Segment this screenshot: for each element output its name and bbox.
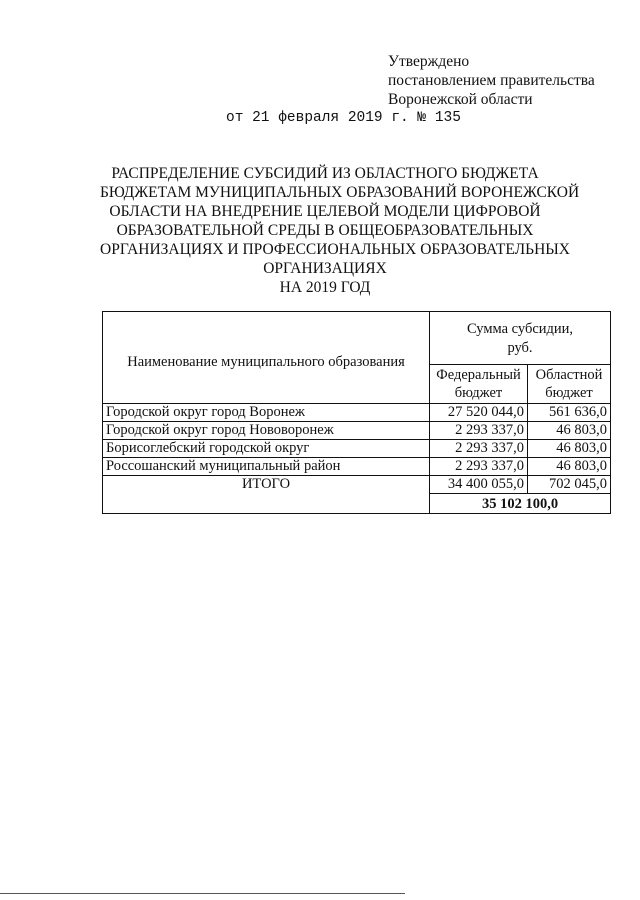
column-header-subsidy-sum	[430, 312, 611, 365]
total-regional-amount: 702 045,0	[528, 476, 611, 494]
table-row	[103, 458, 611, 476]
federal-header-line: бюджет	[454, 385, 503, 401]
regional-amount: 46 803,0	[528, 440, 611, 458]
municipality-name: Городской округ город Воронеж	[103, 404, 430, 422]
document-title	[100, 164, 580, 297]
title-line: ОБРАЗОВАТЕЛЬНОЙ СРЕДЫ В ОБЩЕОБРАЗОВАТЕЛЬНЫХ	[116, 222, 534, 239]
title-line: ОБЛАСТИ НА ВНЕДРЕНИЕ ЦЕЛЕВОЙ МОДЕЛИ ЦИФРОВОЙ	[109, 203, 541, 220]
federal-amount: 2 293 337,0	[430, 458, 528, 476]
title-line: РАСПРЕДЕЛЕНИЕ СУБСИДИЙ ИЗ ОБЛАСТНОГО БЮДЖЕТА	[111, 165, 539, 182]
regional-header-line: бюджет	[545, 385, 593, 401]
federal-header-line: Федеральный	[436, 367, 521, 383]
federal-amount: 2 293 337,0	[430, 422, 528, 440]
approval-stamp	[388, 52, 595, 109]
decree-date-number: от 21 февраля 2019 г. № 135	[226, 110, 461, 126]
federal-amount: 27 520 044,0	[430, 404, 528, 422]
table-row	[103, 404, 611, 422]
total-federal-amount: 34 400 055,0	[430, 476, 528, 494]
title-line: ОРГАНИЗАЦИЯХ И ПРОФЕССИОНАЛЬНЫХ ОБРАЗОВАТЕЛЬНЫХ	[100, 241, 570, 258]
table-header-row	[103, 312, 611, 365]
federal-amount: 2 293 337,0	[430, 440, 528, 458]
regional-amount: 46 803,0	[528, 458, 611, 476]
approval-line: постановлением правительства	[388, 72, 595, 89]
column-header-regional-budget	[528, 365, 611, 404]
approval-line: Воронежской области	[388, 91, 533, 108]
subsidy-table	[102, 311, 611, 514]
table-row	[103, 422, 611, 440]
regional-amount: 561 636,0	[528, 404, 611, 422]
page-divider	[0, 893, 405, 894]
regional-amount: 46 803,0	[528, 422, 611, 440]
title-line: НА 2019 ГОД	[279, 279, 371, 296]
title-line: БЮДЖЕТАМ МУНИЦИПАЛЬНЫХ ОБРАЗОВАНИЙ ВОРОНЕЖСКОЙ	[100, 184, 580, 201]
municipality-name: Борисоглебский городской округ	[103, 440, 430, 458]
table-row	[103, 440, 611, 458]
subsidy-sum-unit: руб.	[507, 340, 533, 356]
column-header-municipality: Наименование муниципального образования	[103, 312, 430, 404]
title-line: ОРГАНИЗАЦИЯХ	[263, 260, 387, 277]
regional-header-line: Областной	[535, 367, 603, 383]
column-header-federal-budget	[430, 365, 528, 404]
total-row	[103, 476, 611, 494]
subsidy-sum-label: Сумма субсидии,	[466, 321, 574, 337]
grand-total-amount: 35 102 100,0	[430, 494, 611, 514]
municipality-name: Россошанский муниципальный район	[103, 458, 430, 476]
approval-line: Утверждено	[388, 53, 470, 70]
total-label: ИТОГО	[103, 476, 430, 514]
municipality-name: Городской округ город Нововоронеж	[103, 422, 430, 440]
